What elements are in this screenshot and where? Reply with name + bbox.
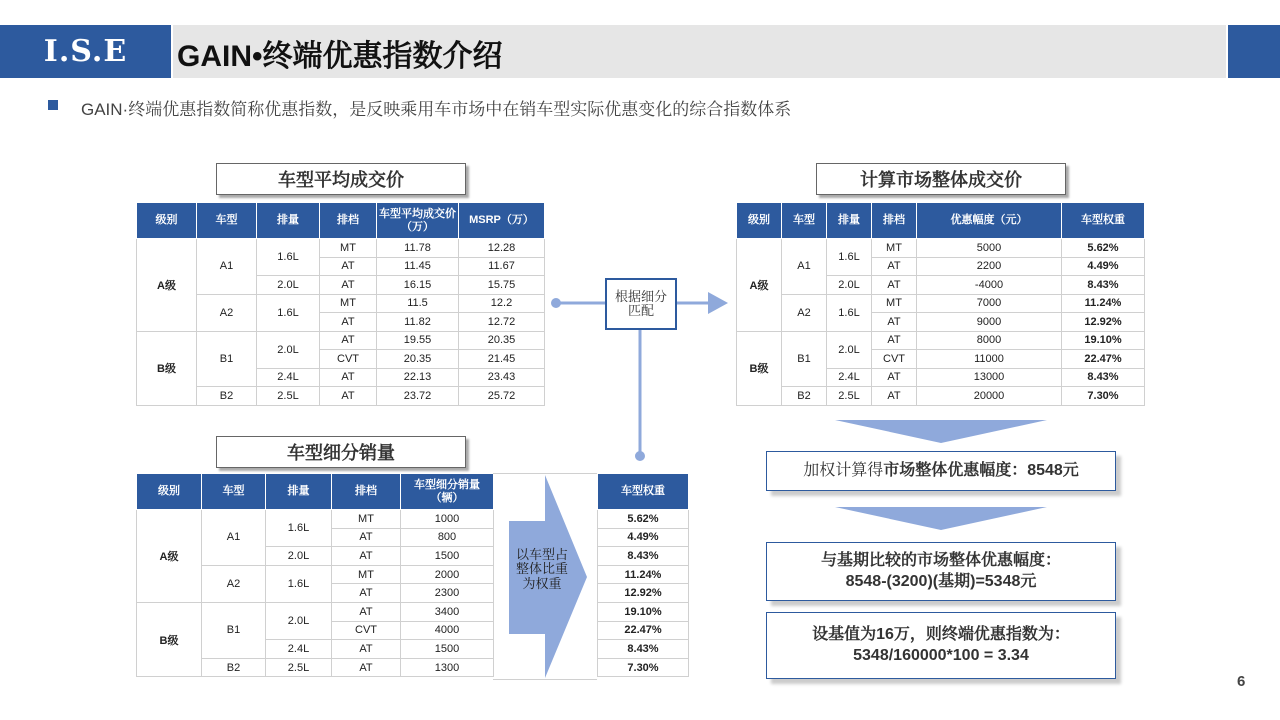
gear-cell: AT <box>332 528 401 547</box>
discount-cell: 11000 <box>917 350 1062 369</box>
price-cell: 11.5 <box>377 294 459 313</box>
gear-cell: CVT <box>332 621 401 640</box>
disp-cell: 1.6L <box>827 294 872 331</box>
level-cell: B级 <box>137 602 202 676</box>
msrp-cell: 20.35 <box>459 331 545 350</box>
model-cell: A1 <box>782 239 827 295</box>
disp-cell: 2.0L <box>266 547 332 566</box>
gear-cell: AT <box>320 313 377 332</box>
sales-cell: 3400 <box>401 602 494 621</box>
logo: I.S.E <box>0 25 171 78</box>
header-cell: 车型权重 <box>598 474 689 510</box>
sales-cell: 2000 <box>401 565 494 584</box>
disp-cell: 1.6L <box>827 239 872 276</box>
table1-label: 车型平均成交价 <box>216 163 466 195</box>
result-text: 设基值为16万，则终端优惠指数为： <box>812 625 1070 643</box>
weight-cell: 7.30% <box>598 658 689 677</box>
weight-cell: 12.92% <box>1062 313 1145 332</box>
header-cell: 优惠幅度（元） <box>917 203 1062 239</box>
gear-cell: AT <box>332 584 401 603</box>
disp-cell: 1.6L <box>266 510 332 547</box>
weight-cell: 4.49% <box>1062 257 1145 276</box>
sales-cell: 1500 <box>401 547 494 566</box>
big-arrow-label: 以车型占整体比重为权重 <box>516 547 569 591</box>
table2-label: 计算市场整体成交价 <box>816 163 1066 195</box>
weight-cell: 5.62% <box>598 510 689 529</box>
price-cell: 23.72 <box>377 387 459 406</box>
model-cell: B2 <box>197 387 257 406</box>
header-cell: 车型权重 <box>1062 203 1145 239</box>
header-cell: 排量 <box>257 203 320 239</box>
model-cell: B2 <box>202 658 266 677</box>
gear-cell: CVT <box>320 350 377 369</box>
weight-cell: 8.43% <box>598 547 689 566</box>
weight-cell: 22.47% <box>598 621 689 640</box>
header-cell: 车型 <box>782 203 827 239</box>
disp-cell: 2.0L <box>827 276 872 295</box>
disp-cell: 1.6L <box>266 565 332 602</box>
result-box-weighted <box>766 451 1116 491</box>
weight-cell: 11.24% <box>598 565 689 584</box>
price-cell: 11.45 <box>377 257 459 276</box>
page-number: 6 <box>1237 673 1246 690</box>
disp-cell: 2.4L <box>266 640 332 659</box>
result-text: 与基期比较的市场整体优惠幅度： <box>820 551 1061 569</box>
model-cell: B1 <box>782 331 827 387</box>
model-cell: A1 <box>197 239 257 295</box>
header-cell: 级别 <box>137 203 197 239</box>
sales-cell: 1300 <box>401 658 494 677</box>
gear-cell: AT <box>872 257 917 276</box>
gear-cell: MT <box>320 239 377 258</box>
down-chevron-icon <box>835 507 1047 530</box>
gear-cell: AT <box>872 368 917 387</box>
result-box-comparison <box>766 542 1116 601</box>
connector-dot <box>635 451 645 461</box>
msrp-cell: 12.28 <box>459 239 545 258</box>
gear-cell: AT <box>332 602 401 621</box>
msrp-cell: 12.2 <box>459 294 545 313</box>
weight-cell: 8.43% <box>598 640 689 659</box>
gear-cell: MT <box>872 294 917 313</box>
gear-cell: AT <box>320 331 377 350</box>
header-cell: 排档 <box>872 203 917 239</box>
header-cell: 排档 <box>320 203 377 239</box>
disp-cell: 2.0L <box>827 331 872 368</box>
discount-cell: 7000 <box>917 294 1062 313</box>
price-cell: 11.78 <box>377 239 459 258</box>
down-chevron-icon <box>835 420 1047 443</box>
sales-cell: 2300 <box>401 584 494 603</box>
price-cell: 19.55 <box>377 331 459 350</box>
weight-cell: 8.43% <box>1062 368 1145 387</box>
sales-cell: 800 <box>401 528 494 547</box>
sales-cell: 4000 <box>401 621 494 640</box>
model-cell: B1 <box>197 331 257 387</box>
level-cell: B级 <box>737 331 782 405</box>
result-text: 5348/160000*100 = 3.34 <box>853 646 1029 664</box>
disp-cell: 2.0L <box>266 602 332 639</box>
level-cell: A级 <box>137 239 197 332</box>
gear-cell: MT <box>332 565 401 584</box>
gear-cell: AT <box>320 368 377 387</box>
msrp-cell: 23.43 <box>459 368 545 387</box>
result-text: 8548-(3200)(基期)=5348元 <box>845 572 1037 590</box>
gear-cell: AT <box>332 658 401 677</box>
arrow-right-icon <box>708 292 728 314</box>
disp-cell: 1.6L <box>257 239 320 276</box>
gear-cell: MT <box>872 239 917 258</box>
header-cell: 排量 <box>827 203 872 239</box>
gear-cell: CVT <box>872 350 917 369</box>
price-cell: 22.13 <box>377 368 459 387</box>
weight-cell: 7.30% <box>1062 387 1145 406</box>
result-highlight: 市场整体优惠幅度：8548元 <box>883 461 1079 479</box>
level-cell: A级 <box>737 239 782 332</box>
msrp-cell: 11.67 <box>459 257 545 276</box>
gear-cell: AT <box>872 313 917 332</box>
disp-cell: 2.4L <box>257 368 320 387</box>
header-cell: 级别 <box>737 203 782 239</box>
header-cell: 车型 <box>202 474 266 510</box>
msrp-cell: 25.72 <box>459 387 545 406</box>
disp-cell: 2.5L <box>257 387 320 406</box>
discount-cell: 5000 <box>917 239 1062 258</box>
gear-cell: AT <box>872 276 917 295</box>
model-cell: B2 <box>782 387 827 406</box>
gear-cell: MT <box>320 294 377 313</box>
model-cell: A2 <box>782 294 827 331</box>
gear-cell: AT <box>320 257 377 276</box>
discount-cell: 9000 <box>917 313 1062 332</box>
gear-cell: AT <box>332 547 401 566</box>
gear-cell: MT <box>332 510 401 529</box>
model-cell: B1 <box>202 602 266 658</box>
sales-cell: 1000 <box>401 510 494 529</box>
header-cell: 车型平均成交价（万） <box>377 203 459 239</box>
weight-cell: 19.10% <box>1062 331 1145 350</box>
result-box-index <box>766 612 1116 679</box>
subtitle: GAIN·终端优惠指数简称优惠指数，是反映乘用车市场中在销车型实际优惠变化的综合指数体系 <box>81 100 792 119</box>
weight-cell: 12.92% <box>598 584 689 603</box>
connector-dot <box>551 298 561 308</box>
weight-cell: 22.47% <box>1062 350 1145 369</box>
header-cell: 级别 <box>137 474 202 510</box>
gear-cell: AT <box>320 276 377 295</box>
disp-cell: 2.0L <box>257 331 320 368</box>
table3-label: 车型细分销量 <box>216 436 466 468</box>
result-text: 加权计算得 <box>803 461 884 479</box>
msrp-cell: 15.75 <box>459 276 545 295</box>
header-cell: 车型 <box>197 203 257 239</box>
discount-cell: 13000 <box>917 368 1062 387</box>
gear-cell: AT <box>872 387 917 406</box>
price-cell: 16.15 <box>377 276 459 295</box>
level-cell: B级 <box>137 331 197 405</box>
header-cell: MSRP（万） <box>459 203 545 239</box>
price-cell: 20.35 <box>377 350 459 369</box>
disp-cell: 2.5L <box>266 658 332 677</box>
model-cell: A1 <box>202 510 266 566</box>
gear-cell: AT <box>332 640 401 659</box>
discount-cell: 8000 <box>917 331 1062 350</box>
header-cell: 排量 <box>266 474 332 510</box>
disp-cell: 2.0L <box>257 276 320 295</box>
page-title: GAIN•终端优惠指数介绍 <box>177 40 503 73</box>
disp-cell: 2.5L <box>827 387 872 406</box>
disp-cell: 1.6L <box>257 294 320 331</box>
weight-cell: 19.10% <box>598 602 689 621</box>
disp-cell: 2.4L <box>827 368 872 387</box>
discount-cell: -4000 <box>917 276 1062 295</box>
model-cell: A2 <box>202 565 266 602</box>
header-cell: 车型细分销量（辆） <box>401 474 494 510</box>
gear-cell: AT <box>872 331 917 350</box>
weight-cell: 5.62% <box>1062 239 1145 258</box>
weight-cell: 8.43% <box>1062 276 1145 295</box>
match-box: 根据细分匹配 <box>605 278 677 330</box>
sales-cell: 1500 <box>401 640 494 659</box>
gear-cell: AT <box>320 387 377 406</box>
weight-cell: 4.49% <box>598 528 689 547</box>
msrp-cell: 21.45 <box>459 350 545 369</box>
price-cell: 11.82 <box>377 313 459 332</box>
discount-cell: 2200 <box>917 257 1062 276</box>
model-cell: A2 <box>197 294 257 331</box>
msrp-cell: 12.72 <box>459 313 545 332</box>
discount-cell: 20000 <box>917 387 1062 406</box>
header-cell: 排档 <box>332 474 401 510</box>
weight-cell: 11.24% <box>1062 294 1145 313</box>
level-cell: A级 <box>137 510 202 603</box>
